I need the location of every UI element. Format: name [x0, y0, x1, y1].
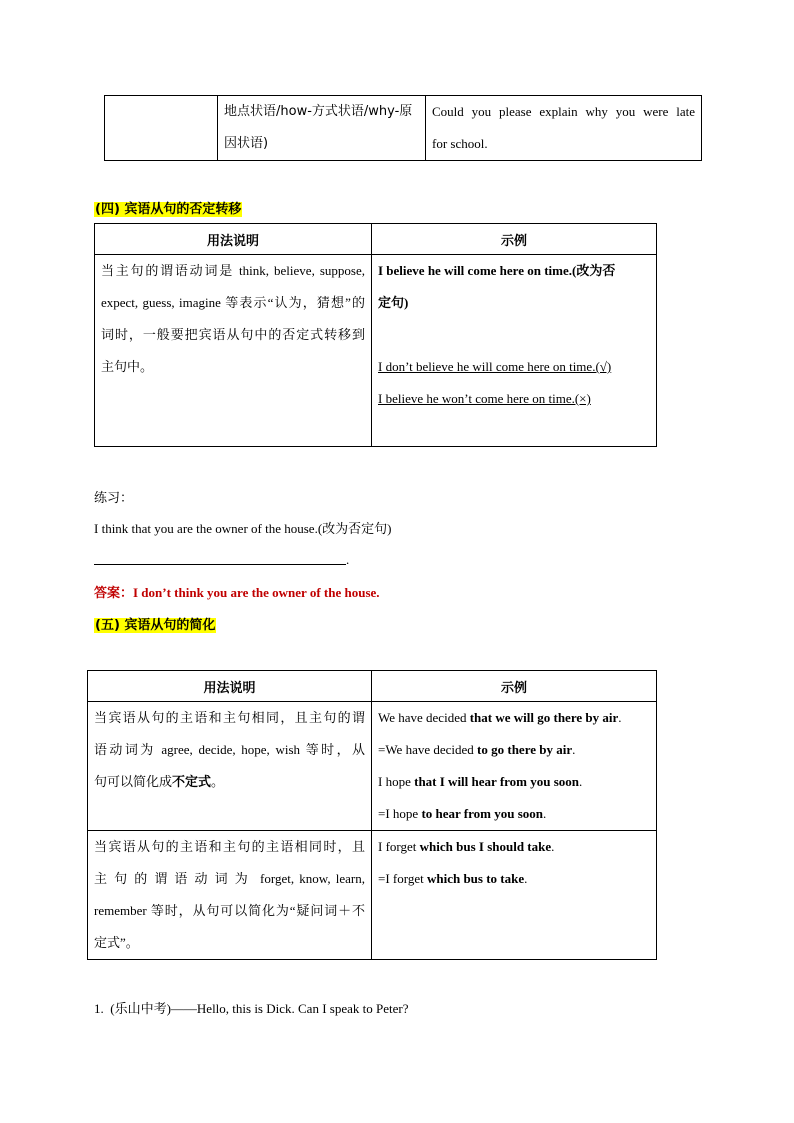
example-plain: We have decided — [378, 710, 470, 725]
table-row — [88, 702, 657, 831]
practice-question: I think that you are the owner of the house.(改为否定句) — [94, 521, 392, 536]
blank-period: . — [346, 552, 350, 567]
section-heading — [94, 614, 216, 633]
example-cell — [372, 831, 657, 960]
practice-label: 练习： — [94, 491, 134, 506]
example-plain: =I hope — [378, 806, 422, 821]
usage-cell — [88, 831, 372, 960]
usage-line: 当主句的谓语动词是 think, believe, suppose, — [101, 263, 365, 278]
cell-line: for school. — [432, 136, 488, 151]
example-plain: =I forget — [378, 871, 427, 886]
answer-blank-line — [94, 552, 346, 565]
usage-line: remember 等时，从句可以简化为“疑问词＋不 — [94, 903, 365, 918]
example-plain: =We have decided — [378, 742, 478, 757]
example-cell — [372, 702, 657, 831]
example-line — [378, 831, 650, 863]
usage-cell — [88, 702, 372, 831]
table-header-row — [95, 224, 657, 255]
example-end: . — [618, 710, 622, 725]
example-end: . — [524, 871, 528, 886]
example-bold: that I will hear from you soon — [414, 774, 580, 789]
practice-answer: 答案：I don’t think you are the owner of the house. — [94, 585, 380, 600]
continued-table — [104, 95, 702, 161]
table-row — [95, 255, 657, 447]
usage-line: 词时，一般要把宾语从句中的否定式转移到 — [101, 327, 365, 342]
question-1: 1. (乐山中考)——Hello, this is Dick. Can I speak to Peter? — [94, 1001, 409, 1016]
usage-line: 当宾语从句的主语和主句相同，且主句的谓 — [94, 710, 365, 725]
header-usage: 用法说明 — [95, 224, 372, 255]
example-line — [378, 766, 650, 798]
example-end: . — [572, 742, 576, 757]
usage-line: 主 句 的 谓 语 动 词 为 forget, know, learn, — [94, 871, 365, 886]
example-end: . — [543, 806, 547, 821]
table-row — [88, 831, 657, 960]
table-cell — [426, 96, 702, 161]
header-example: 示例 — [372, 224, 657, 255]
usage-cell — [95, 255, 372, 447]
example-line — [378, 863, 650, 895]
example-cell — [372, 255, 657, 447]
example-bold-line: I believe he will come here on time.(改为否 — [378, 263, 616, 278]
cell-line: Could you please explain why you were late — [432, 104, 695, 119]
usage-line: 当宾语从句的主语和主句的主语相同时，且 — [94, 839, 365, 854]
usage-line — [94, 766, 365, 798]
usage-end: 。 — [211, 774, 225, 789]
table-cell — [218, 96, 426, 161]
example-bold: that we will go there by air — [469, 710, 619, 725]
usage-text: 句可以简化成 — [94, 774, 173, 789]
table-header-row — [88, 671, 657, 702]
example-plain: I hope — [378, 774, 415, 789]
section-heading-text: (五) 宾语从句的简化 — [95, 618, 216, 633]
spacer — [378, 319, 650, 351]
cell-line: 地点状语/how-方式状语/why-原 — [224, 104, 413, 119]
example-end: . — [551, 839, 555, 854]
example-correct: I don’t believe he will come here on time.(√) — [378, 359, 612, 374]
usage-line: 主句中。 — [101, 359, 154, 374]
usage-line: 语动词为 agree, decide, hope, wish 等时，从 — [94, 742, 365, 757]
table-row — [105, 96, 702, 161]
example-line — [378, 798, 650, 830]
simplification-table — [87, 670, 657, 960]
example-bold-line: 定句) — [378, 295, 409, 310]
example-bold: to hear from you soon — [421, 806, 544, 821]
example-bold: to go there by air — [477, 742, 573, 757]
example-line — [378, 734, 650, 766]
usage-line: 定式”。 — [94, 935, 139, 950]
section-heading — [94, 198, 242, 217]
example-plain: I forget — [378, 839, 420, 854]
header-example: 示例 — [372, 671, 657, 702]
example-bold: which bus I should take — [419, 839, 552, 854]
usage-line: expect, guess, imagine 等表示“认为，猜想”的 — [101, 295, 365, 310]
example-end: . — [579, 774, 583, 789]
example-wrong: I believe he won’t come here on time.(×) — [378, 391, 591, 406]
header-usage: 用法说明 — [88, 671, 372, 702]
example-line — [378, 702, 650, 734]
usage-bold: 不定式 — [172, 774, 212, 789]
table-cell-empty — [105, 96, 218, 161]
cell-line: 因状语) — [224, 136, 269, 151]
example-bold: which bus to take — [426, 871, 525, 886]
negation-transfer-table — [94, 223, 657, 447]
section-heading-text: (四) 宾语从句的否定转移 — [95, 202, 242, 217]
